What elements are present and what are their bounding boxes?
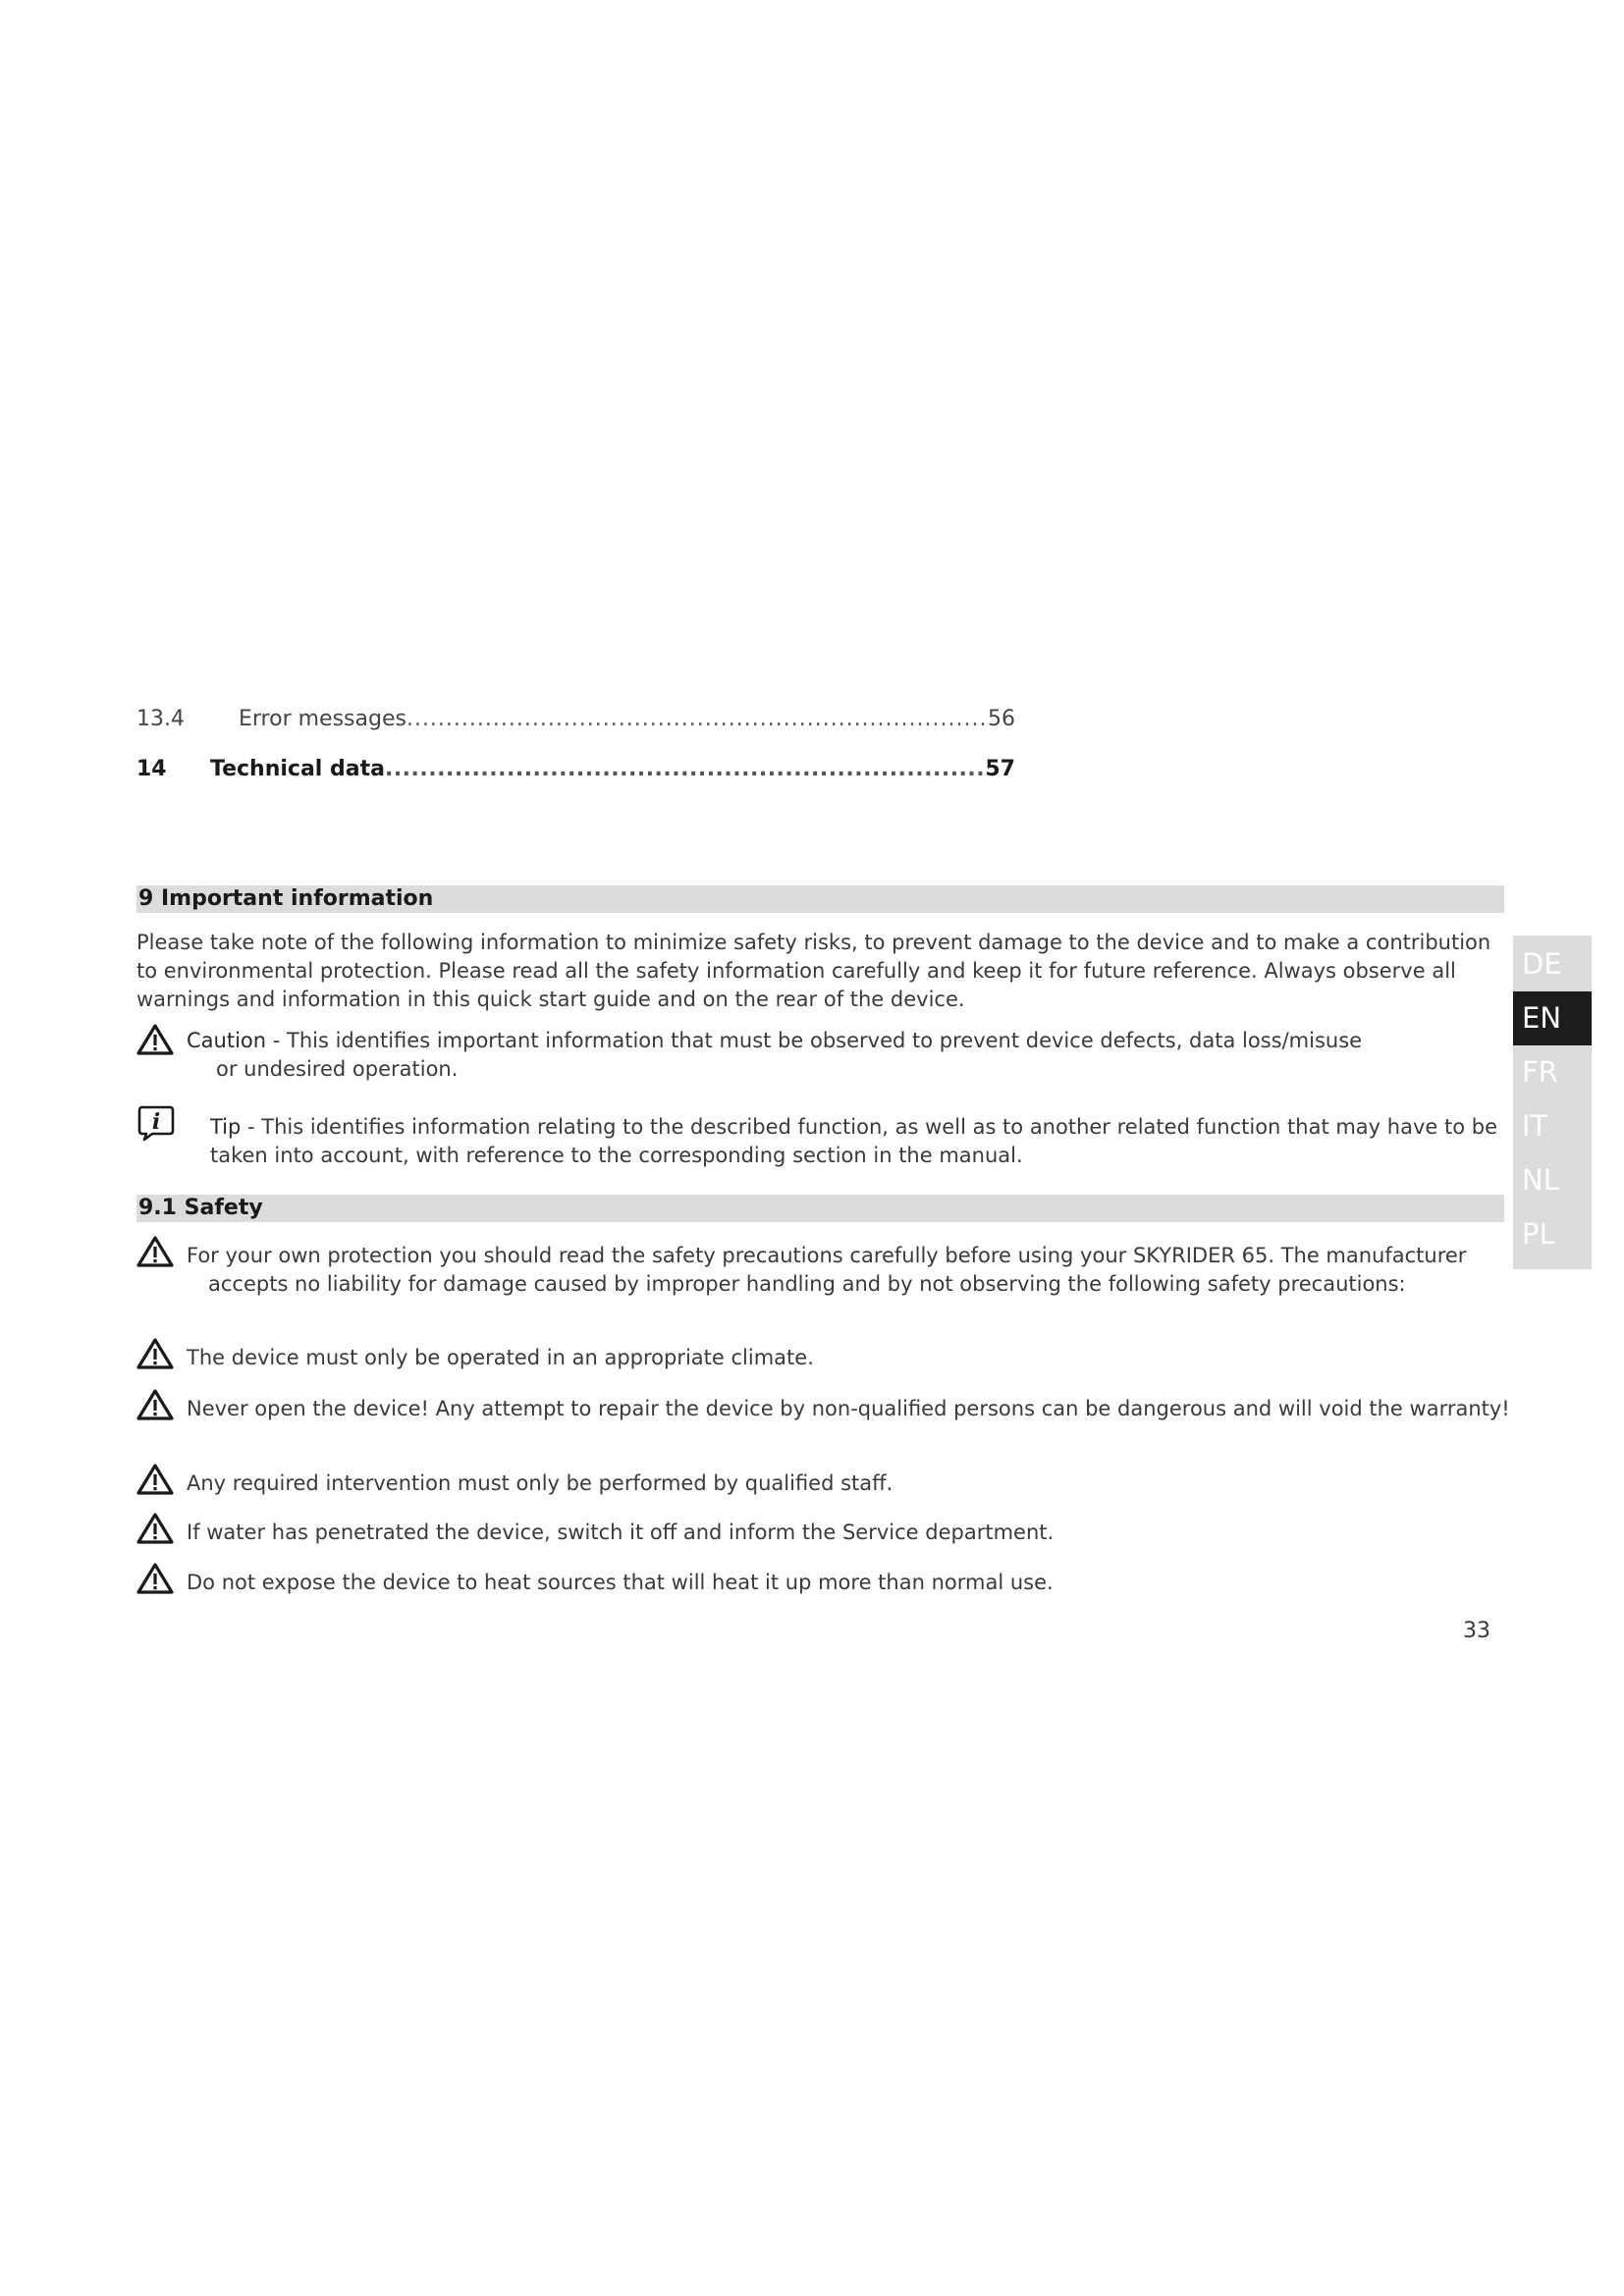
- caution-text: [187, 1027, 1375, 1084]
- toc-leader-dots: [406, 707, 988, 731]
- language-tab-pl[interactable]: PL: [1522, 1217, 1555, 1251]
- language-tab-fr[interactable]: FR: [1522, 1055, 1558, 1089]
- warning-triangle-icon: [136, 1512, 174, 1545]
- warning-triangle-icon: [136, 1562, 174, 1595]
- intro-paragraph: Please take note of the following information to minimize safety risks, to prevent damage to the device and to make a contribution to environmental protection. Please read all the safety information carefully and keep it for future reference. Always observe all warnings and information in this quick start guide and on the rear of the device.: [136, 931, 1491, 1011]
- caution-note: [136, 1023, 1511, 1092]
- toc-number: 13.4: [136, 707, 185, 731]
- section-heading-important-information: 9 Important information: [136, 885, 1504, 913]
- safety-warning-text: For your own protection you should read the safety precautions carefully before using your SKYRIDER 65. The manufacturer accepts no liability for damage caused by improper handling and by not observing the following safety precautions:: [187, 1244, 1467, 1296]
- safety-warning: [136, 1235, 1511, 1333]
- safety-warning: [136, 1337, 1511, 1376]
- toc-entry-13-4[interactable]: [136, 707, 1015, 736]
- caution-lead: Caution: [187, 1029, 267, 1052]
- info-icon: [136, 1103, 176, 1143]
- safety-warning: [136, 1463, 1511, 1502]
- caution-description: - This identifies important information that must be observed to prevent device defects, data loss/misuse or undesired operation.: [216, 1029, 1363, 1081]
- warning-triangle-icon: [136, 1388, 174, 1421]
- safety-warning-text: The device must only be operated in an appropriate climate.: [187, 1346, 814, 1369]
- toc-page-number: 56: [988, 707, 1015, 731]
- section-heading-safety: 9.1 Safety: [136, 1195, 1504, 1222]
- tip-lead: Tip: [210, 1115, 242, 1139]
- toc-number: 14: [136, 757, 167, 781]
- safety-warning-text: Never open the device! Any attempt to repair the device by non-qualified persons can be dangerous and will void the warranty!: [187, 1397, 1510, 1420]
- warning-triangle-icon: [136, 1463, 174, 1496]
- language-tab-de[interactable]: DE: [1522, 947, 1562, 981]
- safety-warning-text: Any required intervention must only be performed by qualified staff.: [187, 1471, 893, 1495]
- safety-warning: [136, 1388, 1511, 1457]
- toc-leader-dots: [385, 757, 985, 781]
- toc-entry-14[interactable]: [136, 757, 1015, 786]
- language-tab-it[interactable]: IT: [1522, 1109, 1548, 1143]
- toc-title: Technical data: [210, 757, 385, 781]
- safety-warning: [136, 1512, 1511, 1551]
- warning-triangle-icon: [136, 1337, 174, 1370]
- tip-text: [210, 1113, 1536, 1170]
- toc-page-number: 57: [985, 757, 1015, 781]
- tip-note: [136, 1103, 1511, 1182]
- safety-warning-text: If water has penetrated the device, switch it off and inform the Service department.: [187, 1521, 1055, 1544]
- tip-description: - This identifies information relating to the described function, as well as to another related function that may have to be taken into account, with reference to the corresponding section in the manual.: [210, 1115, 1497, 1167]
- safety-warning-text: Do not expose the device to heat sources that will heat it up more than normal use.: [187, 1571, 1054, 1594]
- language-tab-nl[interactable]: NL: [1522, 1163, 1559, 1197]
- warning-triangle-icon: [136, 1023, 174, 1056]
- svg-text:i: i: [151, 1109, 161, 1135]
- page-number: 33: [1463, 1619, 1490, 1643]
- safety-warning: [136, 1562, 1511, 1601]
- toc-title: Error messages: [239, 707, 406, 731]
- warning-triangle-icon: [136, 1235, 174, 1268]
- language-tab-en[interactable]: EN: [1513, 991, 1592, 1045]
